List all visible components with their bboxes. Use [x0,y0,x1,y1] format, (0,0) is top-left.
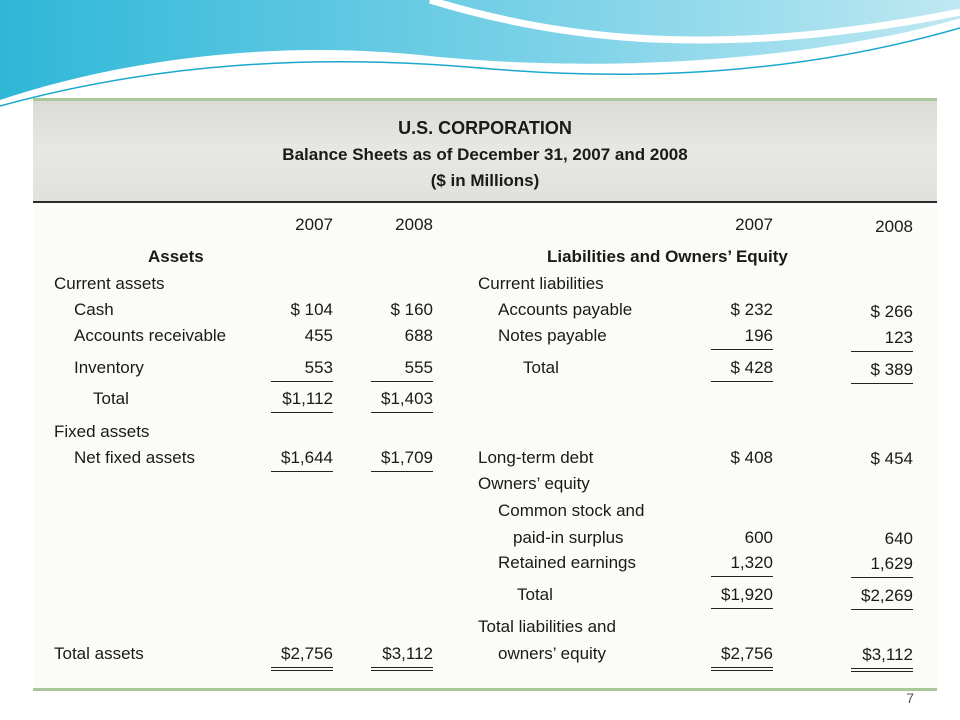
current-assets-total-2008: $1,403 [381,389,433,408]
top-rule [33,98,937,101]
underline [851,609,913,610]
long-term-debt-2008: $ 454 [870,449,913,468]
underline [851,577,913,578]
underline [851,383,913,384]
notes-payable-2008: 123 [884,328,913,347]
equity-total-2007: $1,920 [721,585,773,604]
current-liabilities-label: Current liabilities [478,274,604,293]
double-underline [271,670,333,671]
balance-sheet-header [33,98,937,202]
page-number: 7 [906,690,914,706]
underline [271,471,333,472]
year-header: 2007 [735,215,773,234]
underline [711,608,773,609]
total-assets-2007: $2,756 [281,644,333,663]
current-assets-total-label: Total [93,389,129,408]
cash-2008: $ 160 [390,300,433,319]
paid-in-surplus-2008: 640 [884,529,913,548]
total-liabilities-2008: $3,112 [862,645,913,664]
current-liabilities-total-label: Total [523,358,559,377]
net-fixed-label: Net fixed assets [74,448,195,467]
fixed-assets-label: Fixed assets [54,422,150,441]
equity-total-label: Total [517,585,553,604]
sheet-subtitle: Balance Sheets as of December 31, 2007 and 2008 [282,145,688,164]
underline [851,351,913,352]
current-liabilities-total-2008: $ 389 [870,360,913,379]
underline [711,349,773,350]
underline [711,576,773,577]
accounts-payable-2007: $ 232 [730,300,773,319]
long-term-debt-2007: $ 408 [730,448,773,467]
assets-heading: Assets [148,247,204,266]
company-name: U.S. CORPORATION [398,118,572,138]
paid-in-surplus-label: paid-in surplus [513,528,624,547]
underline [711,381,773,382]
cash-label: Cash [74,300,114,319]
common-stock-label: Common stock and [498,501,645,520]
current-assets-total-2007: $1,112 [282,389,333,408]
notes-payable-label: Notes payable [498,326,607,345]
double-underline [371,667,433,668]
year-header: 2007 [295,215,333,234]
underline [371,471,433,472]
decorative-wave-banner [0,0,960,110]
net-fixed-2008: $1,709 [381,448,433,467]
double-underline [851,668,913,669]
current-assets-label: Current assets [54,274,165,293]
underline [271,412,333,413]
cash-2007: $ 104 [290,300,333,319]
header-rule [33,201,937,203]
inventory-2008: 555 [404,358,433,377]
retained-earnings-2007: 1,320 [730,553,773,572]
underline [371,381,433,382]
units-note: ($ in Millions) [430,171,540,190]
double-underline [271,667,333,668]
receivable-2007: 455 [304,326,333,345]
total-assets-2008: $3,112 [382,644,433,663]
accounts-payable-label: Accounts payable [498,300,633,319]
net-fixed-2007: $1,644 [281,448,333,467]
long-term-debt-label: Long-term debt [478,448,594,467]
paid-in-surplus-2007: 600 [744,528,773,547]
underline [371,412,433,413]
balance-sheet-scan [33,98,937,692]
bottom-rule [33,688,937,691]
total-liabilities-label: Total liabilities and [478,617,616,636]
equity-total-2008: $2,269 [861,586,913,605]
receivable-label: Accounts receivable [74,326,227,345]
total-assets-label: Total assets [54,644,144,663]
receivable-2008: 688 [404,326,433,345]
inventory-2007: 553 [304,358,333,377]
accounts-payable-2008: $ 266 [870,302,913,321]
total-liabilities-2007: $2,756 [721,644,773,663]
owners-equity-total-label: owners’ equity [498,644,607,663]
owners-equity-label: Owners’ equity [478,474,590,493]
notes-payable-2007: 196 [744,326,773,345]
inventory-label: Inventory [74,358,144,377]
underline [271,381,333,382]
current-liabilities-total-2007: $ 428 [730,358,773,377]
year-header: 2008 [395,215,433,234]
liabilities-heading: Liabilities and Owners’ Equity [547,247,788,266]
year-header: 2008 [875,217,913,236]
retained-earnings-label: Retained earnings [498,553,636,572]
double-underline [711,667,773,668]
double-underline [371,670,433,671]
retained-earnings-2008: 1,629 [870,554,913,573]
double-underline [851,671,913,672]
double-underline [711,670,773,671]
